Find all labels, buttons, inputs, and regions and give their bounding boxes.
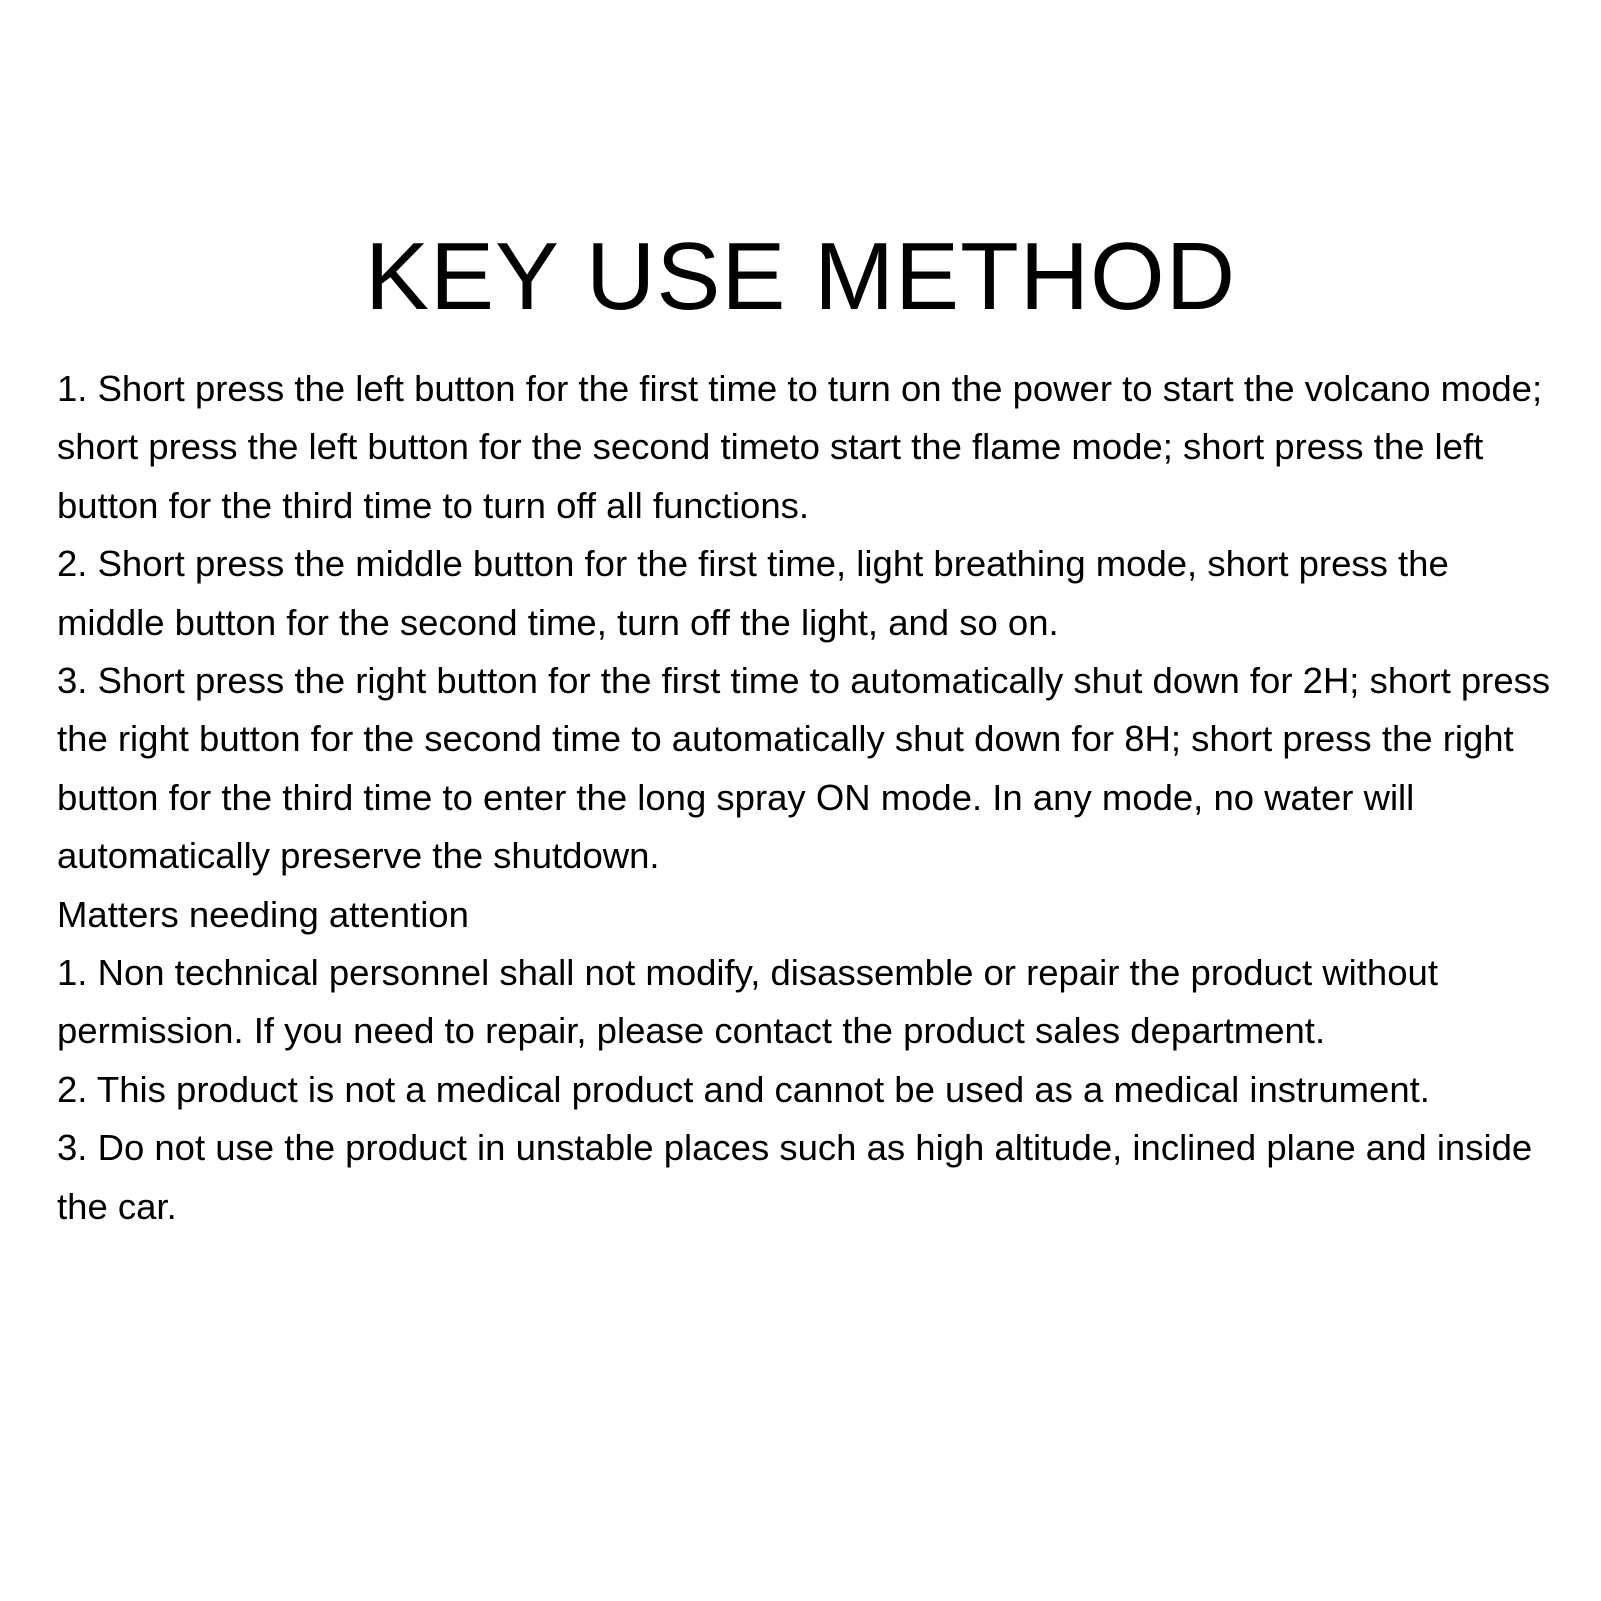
instruction-item-3: 3. Short press the right button for the first time to automatically shut down for 2H; short press the right button for the second time to automatically shut down for 8H; short press the right button for the third time to enter the long spray ON mode. In any mode, no water will automatically preserve the shutdown.: [57, 660, 1551, 877]
instruction-item-1: 1. Short press the left button for the first time to turn on the power to start the volcano mode; short press the left button for the second timeto start the flame mode; short press the left button for the third time to turn off all functions.: [57, 368, 1543, 526]
attention-item-1: 1. Non technical personnel shall not modify, disassemble or repair the product without permission. If you need to repair, please contact the product sales department.: [57, 952, 1438, 1052]
page-title: KEY USE METHOD: [364, 223, 1237, 330]
document-body: [57, 360, 1557, 1236]
attention-heading: Matters needing attention: [57, 893, 469, 935]
instruction-item-2: 2. Short press the middle button for the first time, light breathing mode, short press the middle button for the second time, turn off the light, and so on.: [57, 543, 1449, 643]
attention-item-3: 3. Do not use the product in unstable places such as high altitude, inclined plane and inside the car.: [57, 1127, 1533, 1227]
attention-item-2: 2. This product is not a medical product and cannot be used as a medical instrument.: [57, 1068, 1430, 1110]
